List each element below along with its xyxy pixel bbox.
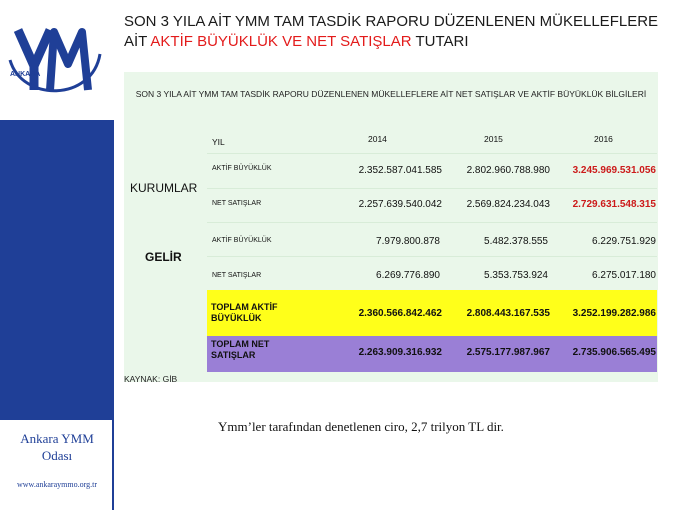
logo-text: ANKARA bbox=[10, 71, 41, 78]
group-label-kurumlar: KURUMLAR bbox=[130, 181, 198, 195]
total-cell: 2.735.906.565.495 bbox=[572, 347, 656, 358]
row-divider bbox=[207, 188, 657, 189]
org-name-line2: Odası bbox=[41, 448, 73, 463]
table-cell-highlight: 2.729.631.548.315 bbox=[572, 199, 656, 210]
row-divider bbox=[207, 153, 657, 154]
table-cell-highlight: 3.245.969.531.056 bbox=[572, 165, 656, 176]
total-cell: 2.360.566.842.462 bbox=[358, 308, 442, 319]
org-name-line1: Ankara YMM bbox=[20, 431, 94, 446]
title-part1: SON 3 YILA AİT YMM TAM TASDİK RAPORU DÜZENLENEN MÜKELLEFLERE AİT bbox=[124, 13, 659, 50]
title-part2: TUTARI bbox=[411, 33, 469, 50]
table-cell: 6.275.017.180 bbox=[592, 270, 656, 281]
row-label: AKTİF BÜYÜKLÜK bbox=[212, 165, 272, 172]
table-cell: 2.569.824.234.043 bbox=[466, 199, 550, 210]
table-cell: 6.269.776.890 bbox=[376, 270, 440, 281]
total-cell: 2.263.909.316.932 bbox=[358, 347, 442, 358]
total-sales-label: TOPLAM NET SATIŞLAR bbox=[211, 339, 270, 360]
total-cell: 2.575.177.987.967 bbox=[466, 347, 550, 358]
table-caption: SON 3 YILA AİT YMM TAM TASDİK RAPORU DÜZENLENEN MÜKELLEFLERE AİT NET SATIŞLAR VE AKTİF BÜYÜKLÜK BİLGİLERİ bbox=[135, 89, 647, 99]
org-url-link[interactable]: www.ankaraymmo.org.tr bbox=[17, 480, 97, 489]
title-highlight: AKTİF BÜYÜKLÜK VE NET SATIŞLAR bbox=[150, 33, 412, 50]
total-cell: 3.252.199.282.986 bbox=[572, 308, 656, 319]
row-label: AKTİF BÜYÜKLÜK bbox=[212, 237, 272, 244]
row-divider bbox=[207, 222, 657, 223]
row-divider bbox=[207, 256, 657, 257]
row-label: NET SATIŞLAR bbox=[212, 200, 262, 207]
footer-note: Ymm’ler tarafından denetlenen ciro, 2,7 trilyon TL dir. bbox=[218, 419, 504, 434]
group-label-gelir: GELİR bbox=[145, 250, 182, 264]
table-cell: 7.979.800.878 bbox=[376, 236, 440, 247]
table-cell: 5.482.378.555 bbox=[484, 236, 548, 247]
source-label: KAYNAK: GİB bbox=[124, 374, 178, 384]
total-cell: 2.808.443.167.535 bbox=[466, 308, 550, 319]
table-cell: 2.802.960.788.980 bbox=[466, 165, 550, 176]
year-2016: 2016 bbox=[594, 134, 613, 144]
page-title bbox=[124, 12, 674, 52]
table-cell: 2.257.639.540.042 bbox=[358, 199, 442, 210]
org-name bbox=[0, 430, 114, 464]
ymm-logo-icon bbox=[4, 20, 108, 100]
sidebar bbox=[0, 0, 114, 510]
year-2015: 2015 bbox=[484, 134, 503, 144]
table-cell: 6.229.751.929 bbox=[592, 236, 656, 247]
table-cell: 5.353.753.924 bbox=[484, 270, 548, 281]
row-label: NET SATIŞLAR bbox=[212, 272, 262, 279]
year-2014: 2014 bbox=[368, 134, 387, 144]
total-assets-label: TOPLAM AKTİF BÜYÜKLÜK bbox=[211, 302, 278, 323]
table-cell: 2.352.587.041.585 bbox=[358, 165, 442, 176]
sidebar-blue-band bbox=[0, 120, 114, 420]
year-header: YIL bbox=[212, 137, 225, 147]
